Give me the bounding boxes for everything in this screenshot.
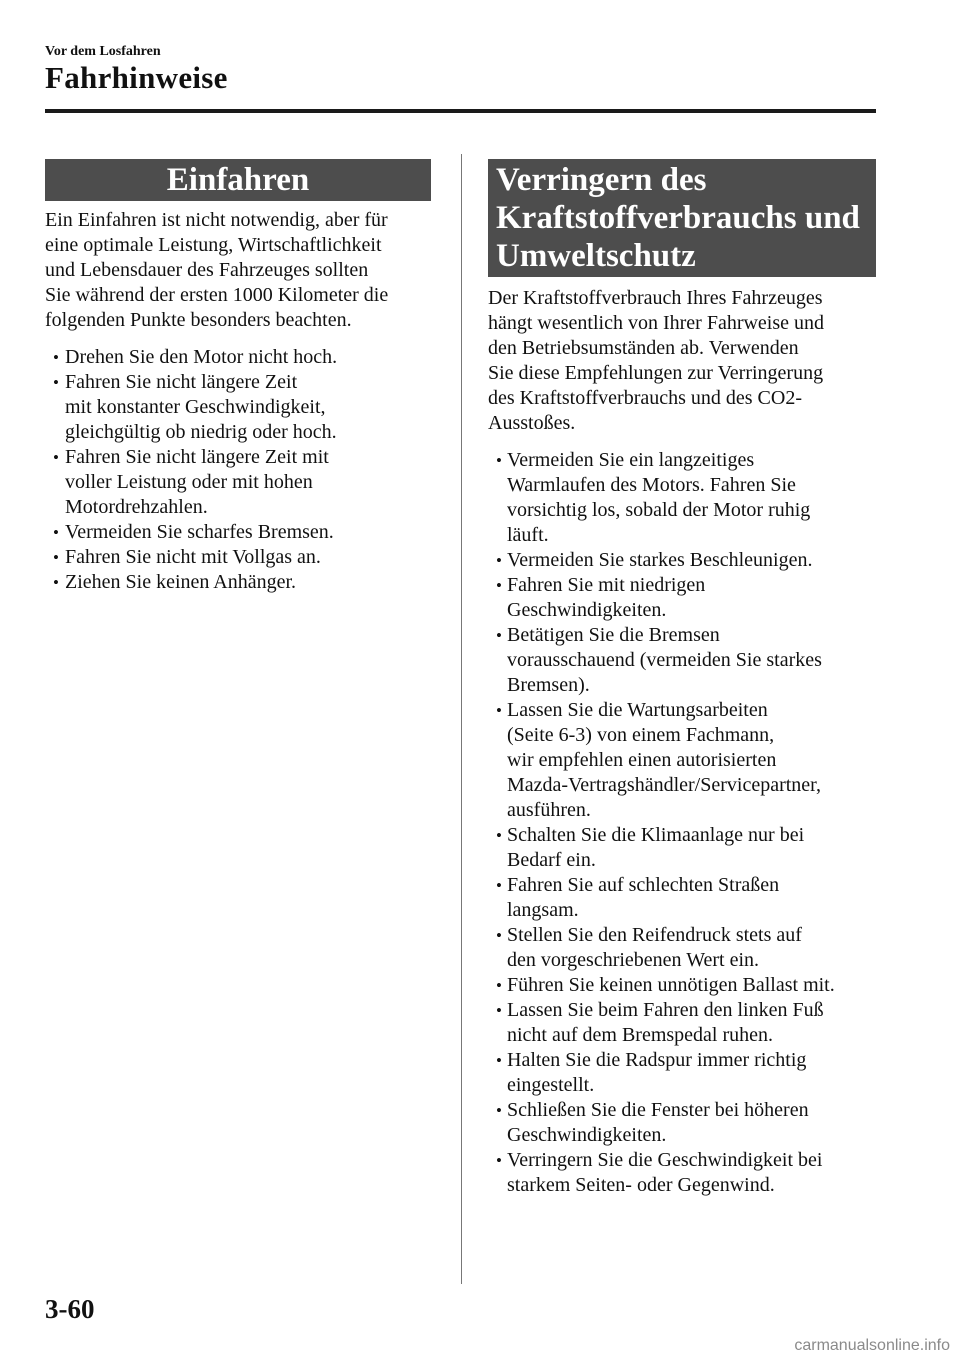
list-item	[488, 698, 883, 823]
bullet-icon: •	[496, 1051, 502, 1070]
list-item-text: Geschwindigkeiten.	[507, 599, 667, 621]
bullet-icon: •	[496, 551, 502, 570]
list-item-text: Vermeiden Sie ein langzeitiges	[507, 449, 755, 471]
bullet-icon: •	[496, 826, 502, 845]
list-item-text: Fahren Sie nicht mit Vollgas an.	[65, 546, 321, 568]
list-item-text: läuft.	[507, 524, 549, 546]
list-item-text: vorsichtig los, sobald der Motor ruhig	[507, 499, 811, 521]
section-heading-einfahren: Einfahren	[45, 159, 431, 201]
list-item	[45, 570, 440, 595]
list-item	[488, 448, 883, 548]
list-item	[45, 345, 440, 370]
list-item-text: Fahren Sie nicht längere Zeit mit	[65, 446, 329, 468]
bullet-icon: •	[53, 373, 59, 392]
list-item	[488, 873, 883, 923]
list-item	[488, 923, 883, 973]
intro-line: den Betriebsumständen ab. Verwenden	[488, 337, 799, 359]
list-item-text: wir empfehlen einen autorisierten	[507, 749, 777, 771]
list-item-text: den vorgeschriebenen Wert ein.	[507, 949, 760, 971]
left-intro	[45, 208, 440, 333]
list-item-text: Fahren Sie nicht längere Zeit	[65, 371, 298, 393]
list-item	[45, 545, 440, 570]
list-item-text: vorausschauend (vermeiden Sie starkes	[507, 649, 822, 671]
section-heading-line: Umweltschutz	[496, 238, 696, 274]
right-intro	[488, 286, 883, 436]
list-item	[488, 548, 883, 573]
section-heading-line: Kraftstoffverbrauchs und	[496, 200, 860, 236]
intro-line: Sie während der ersten 1000 Kilometer die	[45, 284, 389, 306]
bullet-icon: •	[53, 523, 59, 542]
list-item-text: Vermeiden Sie starkes Beschleunigen.	[507, 549, 813, 571]
list-item-text: gleichgültig ob niedrig oder hoch.	[65, 421, 337, 443]
list-item	[488, 823, 883, 873]
bullet-icon: •	[496, 626, 502, 645]
list-item-text: Fahren Sie mit niedrigen	[507, 574, 706, 596]
list-item	[488, 1098, 883, 1148]
list-item-text: voller Leistung oder mit hohen	[65, 471, 313, 493]
intro-line: folgenden Punkte besonders beachten.	[45, 309, 352, 331]
bullet-icon: •	[496, 1101, 502, 1120]
list-item-text: Bremsen).	[507, 674, 590, 696]
list-item	[488, 623, 883, 698]
bullet-icon: •	[53, 548, 59, 567]
intro-line: Der Kraftstoffverbrauch Ihres Fahrzeuges	[488, 287, 823, 309]
bullet-icon: •	[53, 448, 59, 467]
bullet-icon: •	[496, 701, 502, 720]
bullet-icon: •	[496, 926, 502, 945]
list-item-text: (Seite 6-3) von einem Fachmann,	[507, 724, 775, 746]
list-item	[45, 445, 440, 520]
list-item	[488, 998, 883, 1048]
left-bullet-list	[45, 345, 440, 595]
list-item-text: Drehen Sie den Motor nicht hoch.	[65, 346, 338, 368]
list-item	[45, 520, 440, 545]
list-item-text: Warmlaufen des Motors. Fahren Sie	[507, 474, 796, 496]
list-item-text: Fahren Sie auf schlechten Straßen	[507, 874, 780, 896]
list-item-text: eingestellt.	[507, 1074, 595, 1096]
list-item-text: Motordrehzahlen.	[65, 496, 208, 518]
page-number: 3-60	[45, 1294, 95, 1324]
intro-line: Ein Einfahren ist nicht notwendig, aber für	[45, 209, 388, 231]
intro-line: und Lebensdauer des Fahrzeuges sollten	[45, 259, 369, 281]
list-item-text: Schalten Sie die Klimaanlage nur bei	[507, 824, 805, 846]
bullet-icon: •	[496, 976, 502, 995]
bullet-icon: •	[496, 451, 502, 470]
bullet-icon: •	[496, 1001, 502, 1020]
bullet-icon: •	[496, 1151, 502, 1170]
list-item-text: Stellen Sie den Reifendruck stets auf	[507, 924, 802, 946]
list-item-text: ausführen.	[507, 799, 591, 821]
list-item-text: Ziehen Sie keinen Anhänger.	[65, 571, 297, 593]
list-item-text: nicht auf dem Bremspedal ruhen.	[507, 1024, 774, 1046]
list-item-text: Mazda-Vertragshändler/Servicepartner,	[507, 774, 822, 796]
intro-line: Sie diese Empfehlungen zur Verringerung	[488, 362, 824, 384]
bullet-icon: •	[53, 573, 59, 592]
list-item-text: Führen Sie keinen unnötigen Ballast mit.	[507, 974, 835, 996]
bullet-icon: •	[496, 576, 502, 595]
list-item-text: Verringern Sie die Geschwindigkeit bei	[507, 1149, 823, 1171]
watermark: carmanualsonline.info	[794, 1337, 950, 1354]
chapter-label: Vor dem Losfahren	[45, 44, 161, 59]
column-divider	[461, 154, 462, 1284]
intro-line: des Kraftstoffverbrauchs und des CO2-	[488, 387, 802, 409]
list-item-text: Schließen Sie die Fenster bei höheren	[507, 1099, 809, 1121]
list-item-text: Halten Sie die Radspur immer richtig	[507, 1049, 807, 1071]
list-item	[45, 370, 440, 445]
right-column	[488, 286, 883, 1198]
list-item-text: Bedarf ein.	[507, 849, 596, 871]
intro-line: hängt wesentlich von Ihrer Fahrweise und	[488, 312, 825, 334]
left-column	[45, 208, 440, 595]
bullet-icon: •	[53, 348, 59, 367]
page-title: Fahrhinweise	[45, 60, 228, 95]
list-item-text: mit konstanter Geschwindigkeit,	[65, 396, 326, 418]
list-item-text: langsam.	[507, 899, 579, 921]
header-rule	[45, 109, 876, 113]
section-heading-line: Verringern des	[496, 162, 707, 198]
list-item	[488, 973, 883, 998]
list-item	[488, 1048, 883, 1098]
list-item-text: Vermeiden Sie scharfes Bremsen.	[65, 521, 334, 543]
section-heading-kraftstoff	[488, 159, 876, 277]
list-item	[488, 1148, 883, 1198]
intro-line: Ausstoßes.	[488, 412, 576, 434]
bullet-icon: •	[496, 876, 502, 895]
list-item-text: Lassen Sie die Wartungsarbeiten	[507, 699, 768, 721]
list-item-text: Geschwindigkeiten.	[507, 1124, 667, 1146]
list-item-text: starkem Seiten- oder Gegenwind.	[507, 1174, 775, 1196]
list-item-text: Betätigen Sie die Bremsen	[507, 624, 720, 646]
right-bullet-list	[488, 448, 883, 1198]
intro-line: eine optimale Leistung, Wirtschaftlichkeit	[45, 234, 382, 256]
list-item	[488, 573, 883, 623]
list-item-text: Lassen Sie beim Fahren den linken Fuß	[507, 999, 824, 1021]
